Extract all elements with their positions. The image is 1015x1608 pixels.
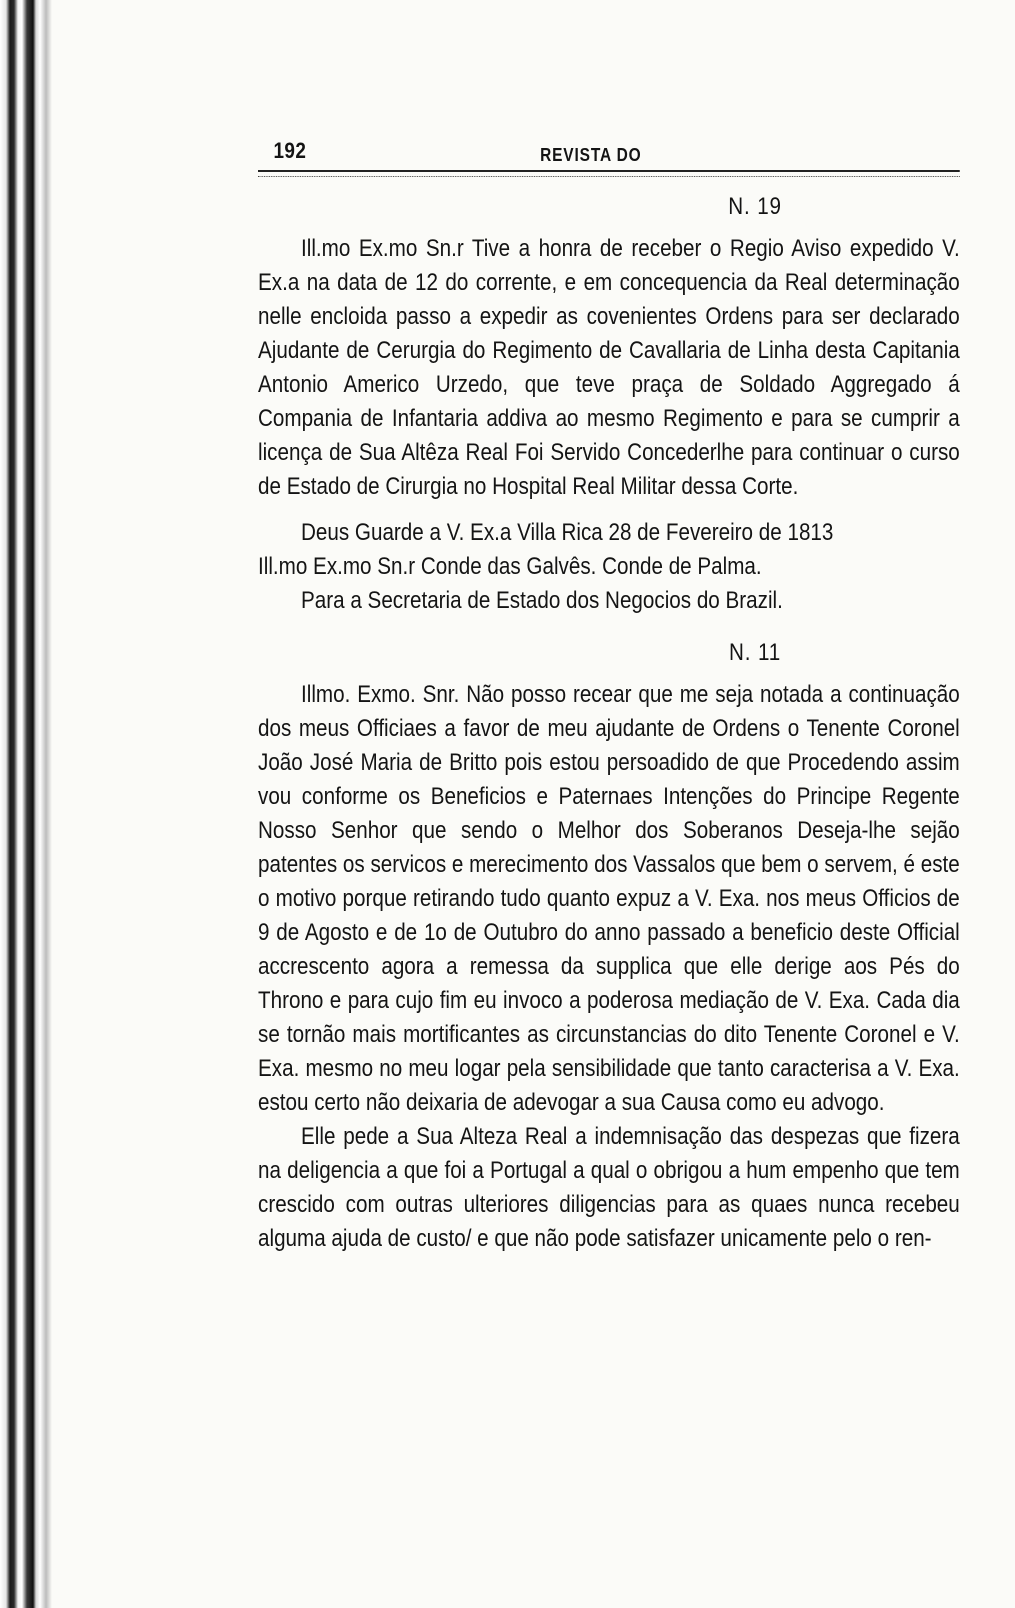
header-rule [258, 170, 960, 177]
letter-19-body: Ill.mo Ex.mo Sn.r Tive a honra de receber o Regio Aviso expedido V. Ex.a na data de 12 do corrente, e em concequencia da Real determinação nelle encloida passo a expedir as covenientes Ordens para ser declarado Ajudante de Cerurgia do Regimento de Cavallaria de Linha desta Capitania Antonio Americo Urzedo, que teve praça de Soldado Aggregado á Compania de Infantaria addiva ao mesmo Regimento e para se cumprir a licença de Sua Altêza Real Foi Servido Concederlhe para continuar o curso de Estado de Cirurgia no Hospital Real Militar dessa Corte. [258, 235, 960, 500]
page-number: 192 [273, 138, 307, 163]
document-page [258, 130, 960, 1256]
letter-19-addressee: Para a Secretaria de Estado dos Negocios do Brazil. [301, 587, 783, 614]
journal-title: REVISTA DO [540, 145, 642, 165]
letter-11-paragraph-1: Illmo. Exmo. Snr. Não posso recear que me seja notada a continuação dos meus Officiaes a favor de meu ajudante de Ordens o Tenente Coronel João José Maria de Britto pois estou persoadido de que Procedendo assim vou conforme os Beneficios e Paternaes Intenções do Principe Regente Nosso Senhor que sendo o Melhor dos Soberanos Deseja-lhe sejão patentes os servicos e merecimento dos Vassalos que bem o servem, é este o motivo porque retirando tudo quanto expuz a V. Exa. nos meus Officios de 9 de Agosto e de 1o de Outubro do anno passado a beneficio deste Official accrescento agora a remessa da supplica que elle derige aos Pés do Throno e para cujo fim eu invoco a poderosa mediação de V. Exa. Cada dia se tornão mais mortificantes as circunstancias do dito Tenente Coronel e V. Exa. mesmo no meu logar pela sensibilidade que tanto caracterisa a V. Exa. estou certo não deixaria de adevogar a sua Causa como eu advogo. [258, 681, 960, 1116]
letter-number-11: N. 11 [729, 639, 782, 666]
closing-line-1: Deus Guarde a V. Ex.a Villa Rica 28 de Fevereiro de 1813 [301, 519, 834, 546]
book-spine-shadow [0, 0, 64, 1608]
closing-line-2: Ill.mo Ex.mo Sn.r Conde das Galvês. Conde de Palma. [258, 553, 762, 580]
letter-11-paragraph-2: Elle pede a Sua Alteza Real a indemnisação das despezas que fizera na deligencia a que foi a Portugal a qual o obrigou a hum empenho que tem crescido com outras ulteriores diligencias para as quaes nunca recebeu alguma ajuda de custo/ e que não pode satisfazer unicamente pelo o ren- [258, 1123, 960, 1252]
letter-number-19: N. 19 [728, 193, 782, 220]
letter-19-closing [258, 516, 960, 584]
running-header [258, 130, 960, 172]
